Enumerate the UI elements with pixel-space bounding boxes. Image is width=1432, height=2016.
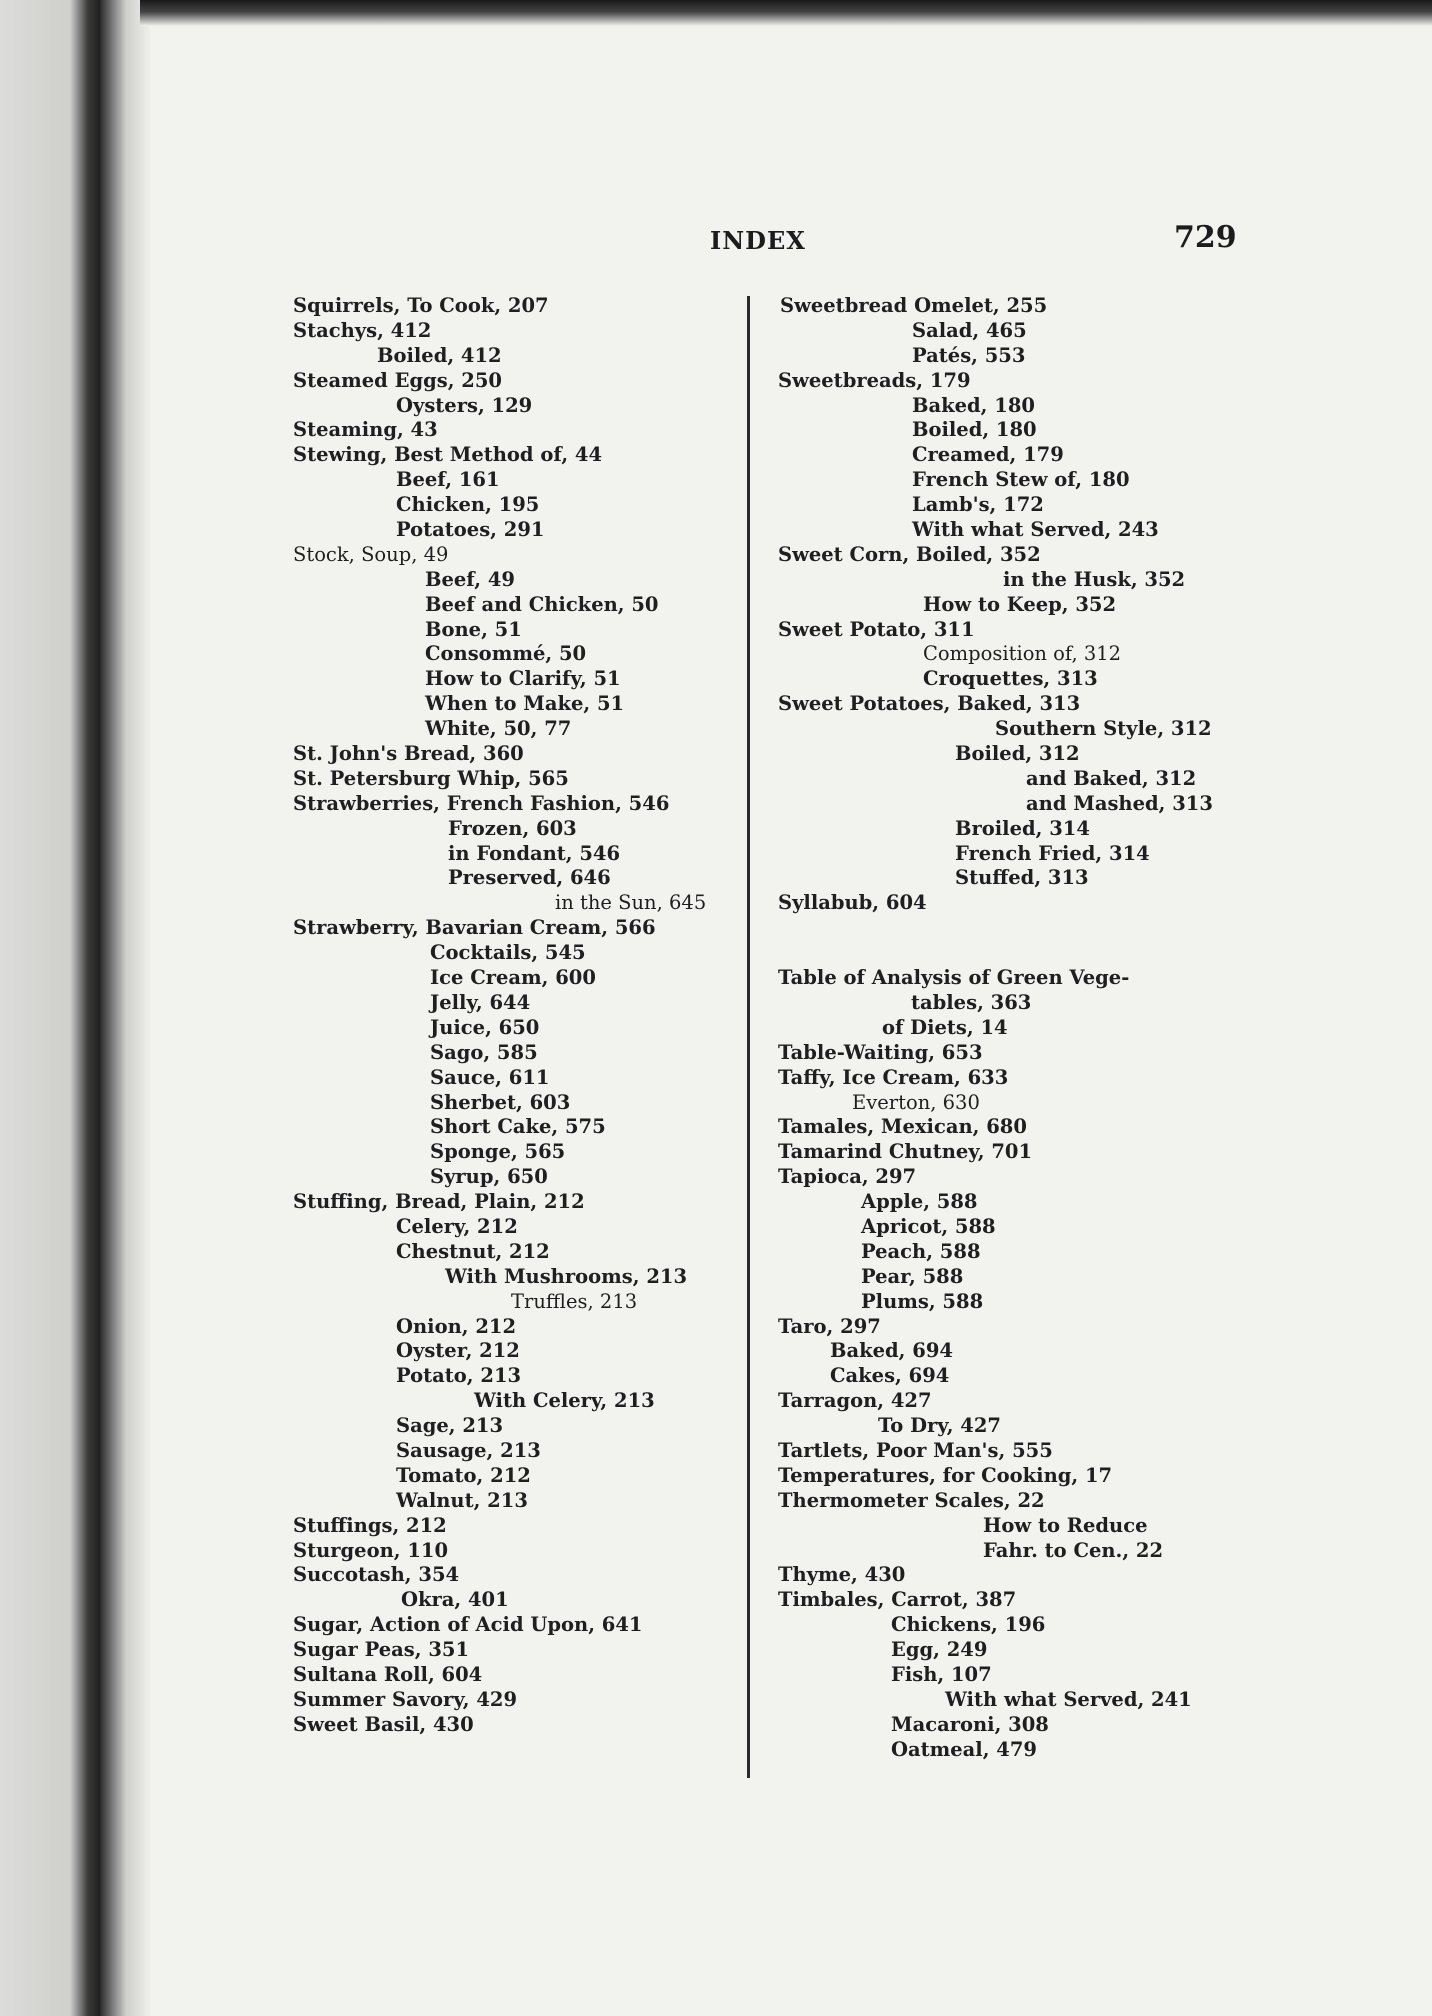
index-entry: Apricot, 588	[861, 1214, 996, 1238]
index-entry: Onion, 212	[396, 1314, 517, 1338]
index-entry: Chicken, 195	[396, 493, 540, 517]
index-entry: Tamales, Mexican, 680	[778, 1115, 1027, 1139]
running-header-title: INDEX	[710, 226, 806, 255]
index-entry: Oysters, 129	[396, 393, 533, 417]
index-entry: in Fondant, 546	[448, 841, 621, 865]
index-entry: Short Cake, 575	[430, 1115, 606, 1139]
index-entry: Celery, 212	[396, 1214, 518, 1238]
index-entry: Plums, 588	[861, 1289, 984, 1313]
index-entry: How to Keep, 352	[923, 592, 1117, 616]
book-page	[150, 26, 1432, 2016]
index-entry: Oyster, 212	[396, 1339, 520, 1363]
index-entry: Boiled, 312	[955, 742, 1080, 766]
index-entry: Succotash, 354	[293, 1563, 460, 1587]
index-entry: Bone, 51	[425, 617, 522, 641]
index-entry: Potatoes, 291	[396, 518, 545, 542]
index-entry: in the Husk, 352	[1003, 567, 1186, 591]
index-entry: Salad, 465	[912, 318, 1027, 342]
index-entry: Sweetbreads, 179	[778, 368, 971, 392]
index-entry: Macaroni, 308	[891, 1712, 1049, 1736]
index-entry: With Mushrooms, 213	[445, 1264, 688, 1288]
index-entry: Sugar Peas, 351	[293, 1638, 470, 1662]
index-entry: tables, 363	[911, 990, 1032, 1014]
index-entry: Frozen, 603	[448, 816, 577, 840]
index-entry: Sugar, Action of Acid Upon, 641	[293, 1613, 643, 1637]
index-entry: Squirrels, To Cook, 207	[293, 294, 549, 317]
index-entry: Sherbet, 603	[430, 1090, 571, 1114]
index-entry: Sweet Potato, 311	[778, 617, 975, 641]
index-entry: How to Reduce	[983, 1513, 1148, 1537]
index-entry: Baked, 694	[830, 1339, 953, 1363]
index-entry: Sponge, 565	[430, 1140, 566, 1164]
index-entry: Sauce, 611	[430, 1065, 550, 1089]
index-entry: Creamed, 179	[912, 443, 1064, 467]
index-entry: Stuffings, 212	[293, 1513, 447, 1537]
index-entry: Potato, 213	[396, 1364, 522, 1388]
index-entry: Strawberry, Bavarian Cream, 566	[293, 916, 656, 940]
index-entry: Baked, 180	[912, 393, 1035, 417]
index-entry: and Mashed, 313	[1026, 791, 1213, 815]
index-entry: Peach, 588	[861, 1239, 981, 1263]
index-entry: in the Sun, 645	[555, 891, 707, 915]
index-entry: Sweetbread Omelet, 255	[780, 294, 1048, 317]
index-entry: Chestnut, 212	[396, 1239, 550, 1263]
index-entry: Tarragon, 427	[778, 1389, 932, 1413]
index-entry: Tartlets, Poor Man's, 555	[778, 1438, 1053, 1462]
index-entry: Syllabub, 604	[778, 891, 927, 915]
index-entry: Table-Waiting, 653	[778, 1040, 983, 1064]
index-entry: French Stew of, 180	[912, 468, 1130, 492]
index-entry	[778, 941, 1378, 966]
index-entry: Boiled, 180	[912, 418, 1037, 442]
index-entry: To Dry, 427	[878, 1414, 1001, 1438]
index-entry: Oatmeal, 479	[891, 1737, 1037, 1761]
index-entry: Steaming, 43	[293, 418, 438, 442]
index-entry: Consommé, 50	[425, 642, 587, 666]
index-entry: Sturgeon, 110	[293, 1538, 449, 1562]
index-entry: White, 50, 77	[425, 717, 572, 741]
index-entry: Sage, 213	[396, 1414, 504, 1438]
index-entry: Stuffing, Bread, Plain, 212	[293, 1190, 585, 1214]
index-entry: Tamarind Chutney, 701	[778, 1140, 1033, 1164]
index-entry: Sweet Corn, Boiled, 352	[778, 542, 1041, 566]
index-entry: With what Served, 243	[912, 518, 1159, 542]
index-entry: Timbales, Carrot, 387	[778, 1588, 1017, 1612]
index-entry: of Diets, 14	[882, 1015, 1008, 1039]
index-entry: When to Make, 51	[425, 692, 625, 716]
index-entry: Stuffed, 313	[955, 866, 1089, 890]
index-entry: Chickens, 196	[891, 1613, 1046, 1637]
index-entry: With Celery, 213	[474, 1389, 655, 1413]
index-entry: St. Petersburg Whip, 565	[293, 766, 569, 790]
index-entry: Fahr. to Cen., 22	[983, 1538, 1164, 1562]
index-entry: Southern Style, 312	[995, 717, 1212, 741]
index-entry: Walnut, 213	[396, 1488, 528, 1512]
index-entry: Croquettes, 313	[923, 667, 1098, 691]
index-entry: Stock, Soup, 49	[293, 542, 449, 566]
index-entry: Everton, 630	[852, 1090, 980, 1114]
index-entry: Ice Cream, 600	[430, 966, 596, 990]
index-entry: Sausage, 213	[396, 1438, 541, 1462]
index-entry: How to Clarify, 51	[425, 667, 621, 691]
index-entry: Temperatures, for Cooking, 17	[778, 1463, 1113, 1487]
index-entry: Composition of, 312	[923, 642, 1122, 666]
index-entry: Strawberries, French Fashion, 546	[293, 791, 670, 815]
index-entry: Syrup, 650	[430, 1165, 548, 1189]
index-entry: Boiled, 412	[377, 343, 502, 367]
column-divider	[747, 296, 750, 1778]
index-entry: Cakes, 694	[830, 1364, 950, 1388]
page-top-edge	[140, 0, 1432, 26]
index-entry: Juice, 650	[430, 1015, 540, 1039]
index-entry: Beef, 161	[396, 468, 500, 492]
index-entry: Thermometer Scales, 22	[778, 1488, 1045, 1512]
index-entry: St. John's Bread, 360	[293, 742, 524, 766]
index-entry: Egg, 249	[891, 1638, 988, 1662]
index-entry: Steamed Eggs, 250	[293, 368, 502, 392]
index-entry: Broiled, 314	[955, 816, 1090, 840]
index-entry: Taffy, Ice Cream, 633	[778, 1065, 1009, 1089]
index-entry: French Fried, 314	[955, 841, 1150, 865]
index-entry: Thyme, 430	[778, 1563, 906, 1587]
index-entry: Tomato, 212	[396, 1463, 531, 1487]
page-gutter	[100, 0, 150, 2016]
index-entry: Lamb's, 172	[912, 493, 1044, 517]
index-entry: Preserved, 646	[448, 866, 611, 890]
index-entry	[778, 916, 1378, 941]
index-entry: Beef, 49	[425, 567, 515, 591]
index-entry: Fish, 107	[891, 1662, 992, 1686]
index-entry: Patés, 553	[912, 343, 1026, 367]
index-entry: Cocktails, 545	[430, 941, 586, 965]
index-entry: Jelly, 644	[430, 990, 531, 1014]
index-entry: Beef and Chicken, 50	[425, 592, 659, 616]
index-entry: Summer Savory, 429	[293, 1687, 518, 1711]
index-entry: Taro, 297	[778, 1314, 881, 1338]
index-entry: Pear, 588	[861, 1264, 964, 1288]
index-entry: Truffles, 213	[511, 1289, 638, 1313]
index-entry: Sweet Potatoes, Baked, 313	[778, 692, 1081, 716]
page-number: 729	[1174, 220, 1237, 255]
index-entry: Okra, 401	[401, 1588, 509, 1612]
index-entry: Apple, 588	[861, 1190, 978, 1214]
index-entry: Sultana Roll, 604	[293, 1662, 483, 1686]
index-entry: Stachys, 412	[293, 318, 432, 342]
index-entry: and Baked, 312	[1026, 766, 1197, 790]
index-entry: Sweet Basil, 430	[293, 1712, 474, 1736]
index-entry: Table of Analysis of Green Vege-	[778, 966, 1130, 990]
index-entry: Sago, 585	[430, 1040, 538, 1064]
book-spine-shadow	[0, 0, 100, 2016]
index-entry: Tapioca, 297	[778, 1165, 917, 1189]
index-entry: Stewing, Best Method of, 44	[293, 443, 603, 467]
index-column-right	[778, 294, 1378, 1763]
index-entry: With what Served, 241	[945, 1687, 1192, 1711]
